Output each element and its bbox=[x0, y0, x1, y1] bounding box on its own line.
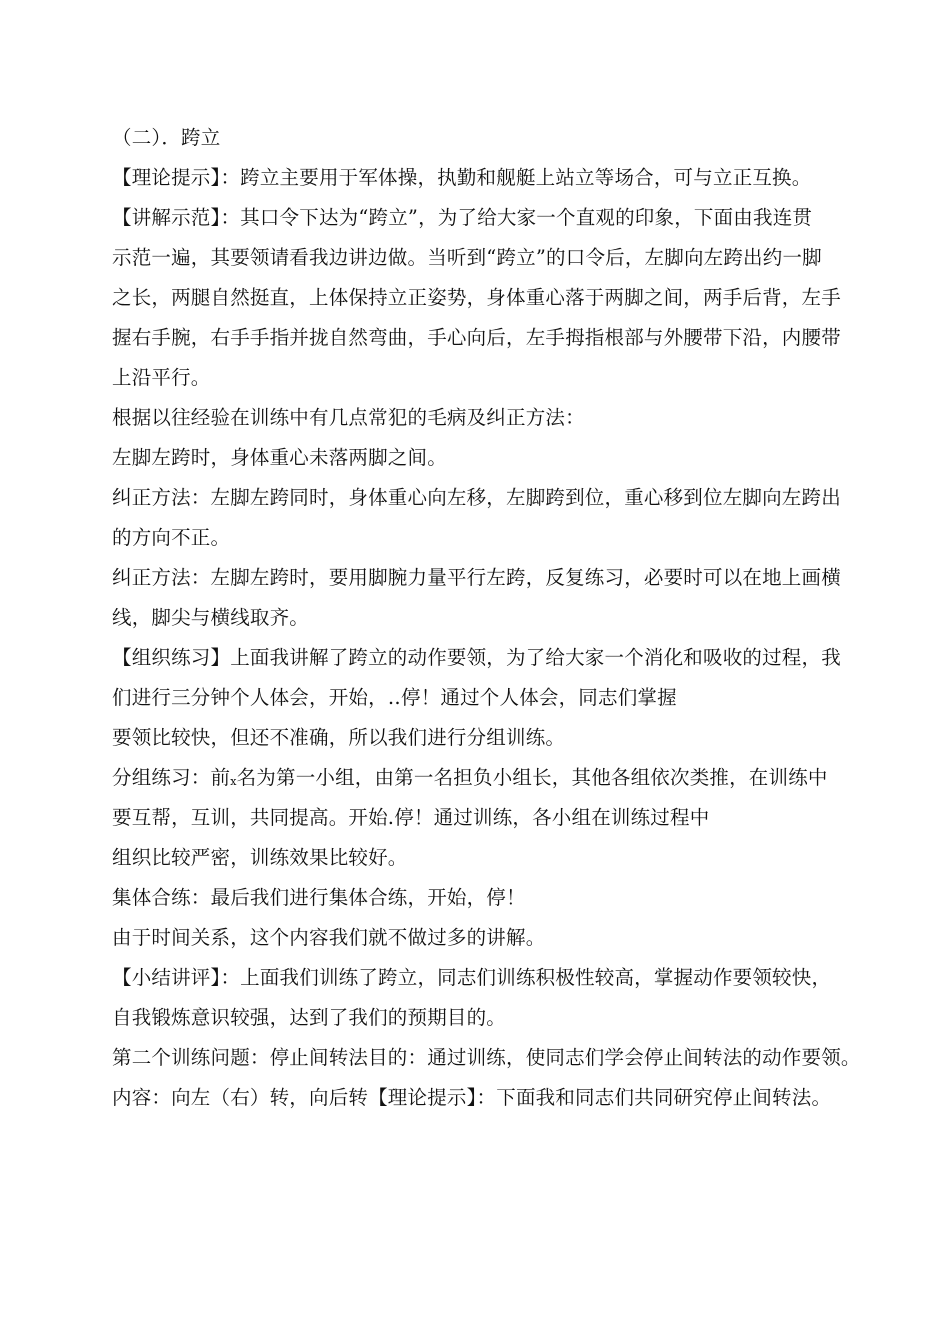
document-body bbox=[112, 118, 861, 1118]
second-problem-line: 第二个训练问题：停止间转法目的：通过训练，使同志们学会停止间转法的动作要领。 bbox=[112, 1046, 861, 1069]
group-practice-line-2: 要互帮，互训，共同提高。开始.停！通过训练，各小组在训练过程中 bbox=[112, 806, 710, 829]
correction-1-line-2: 的方向不正。 bbox=[112, 526, 231, 549]
correction-2-line-1: 纠正方法：左脚左跨时，要用脚腕力量平行左跨，反复练习，必要时可以在地上画横 bbox=[112, 566, 841, 589]
correction-2-line-2: 线，脚尖与横线取齐。 bbox=[112, 606, 310, 629]
demo-paragraph-line-2: 示范一遍，其要领请看我边讲边做。当听到“跨立”的口令后，左脚向左跨出约一脚 bbox=[112, 246, 822, 269]
summary-line-1: 【小结讲评】：上面我们训练了跨立，同志们训练积极性较高，掌握动作要领较快， bbox=[112, 966, 832, 989]
demo-paragraph-line-1: 【讲解示范】：其口令下达为“跨立”，为了给大家一个直观的印象，下面由我连贯 bbox=[112, 206, 813, 229]
demo-paragraph-line-3: 之长，两腿自然挺直，上体保持立正姿势，身体重心落于两脚之间，两手后背，左手 bbox=[112, 286, 841, 309]
group-practice-suffix: 名为第一小组，由第一名担负小组长，其他各组依次类推，在训练中 bbox=[236, 766, 828, 789]
demo-paragraph-line-4: 握右手腕，右手手指并拢自然弯曲，手心向后，左手拇指根部与外腰带下沿，内腰带 bbox=[112, 326, 841, 349]
time-note: 由于时间关系，这个内容我们就不做过多的讲解。 bbox=[112, 926, 546, 949]
organize-practice-line-1: 【组织练习】上面我讲解了跨立的动作要领，为了给大家一个消化和吸收的过程，我 bbox=[112, 646, 841, 669]
correction-1-line-1: 纠正方法：左脚左跨同时，身体重心向左移，左脚跨到位，重心移到位左脚向左跨出 bbox=[112, 486, 841, 509]
demo-paragraph-line-5: 上沿平行。 bbox=[112, 366, 211, 389]
group-practice-line-3: 组织比较严密，训练效果比较好。 bbox=[112, 846, 408, 869]
section-heading: （二）．跨立 bbox=[112, 126, 221, 149]
collective-practice: 集体合练：最后我们进行集体合练，开始，停！ bbox=[112, 886, 526, 909]
group-practice-prefix: 分组练习：前 bbox=[112, 766, 231, 789]
error-1: 左脚左跨时，身体重心未落两脚之间。 bbox=[112, 446, 447, 469]
organize-practice-line-2: 们进行三分钟个人体会，开始，‥停！通过个人体会，同志们掌握 bbox=[112, 686, 677, 709]
summary-line-2: 自我锻炼意识较强，达到了我们的预期目的。 bbox=[112, 1006, 507, 1029]
inline-small-mark: x bbox=[230, 775, 237, 788]
common-errors-intro: 根据以往经验在训练中有几点常犯的毛病及纠正方法： bbox=[112, 406, 585, 429]
organize-practice-line-3: 要领比较快，但还不准确，所以我们进行分组训练。 bbox=[112, 726, 566, 749]
content-line: 内容：向左（右）转，向后转【理论提示】：下面我和同志们共同研究停止间转法。 bbox=[112, 1086, 832, 1109]
group-practice-line-1 bbox=[112, 758, 857, 798]
theory-hint-paragraph: 【理论提示】：跨立主要用于军体操，执勤和舰艇上站立等场合，可与立正互换。 bbox=[112, 166, 812, 189]
